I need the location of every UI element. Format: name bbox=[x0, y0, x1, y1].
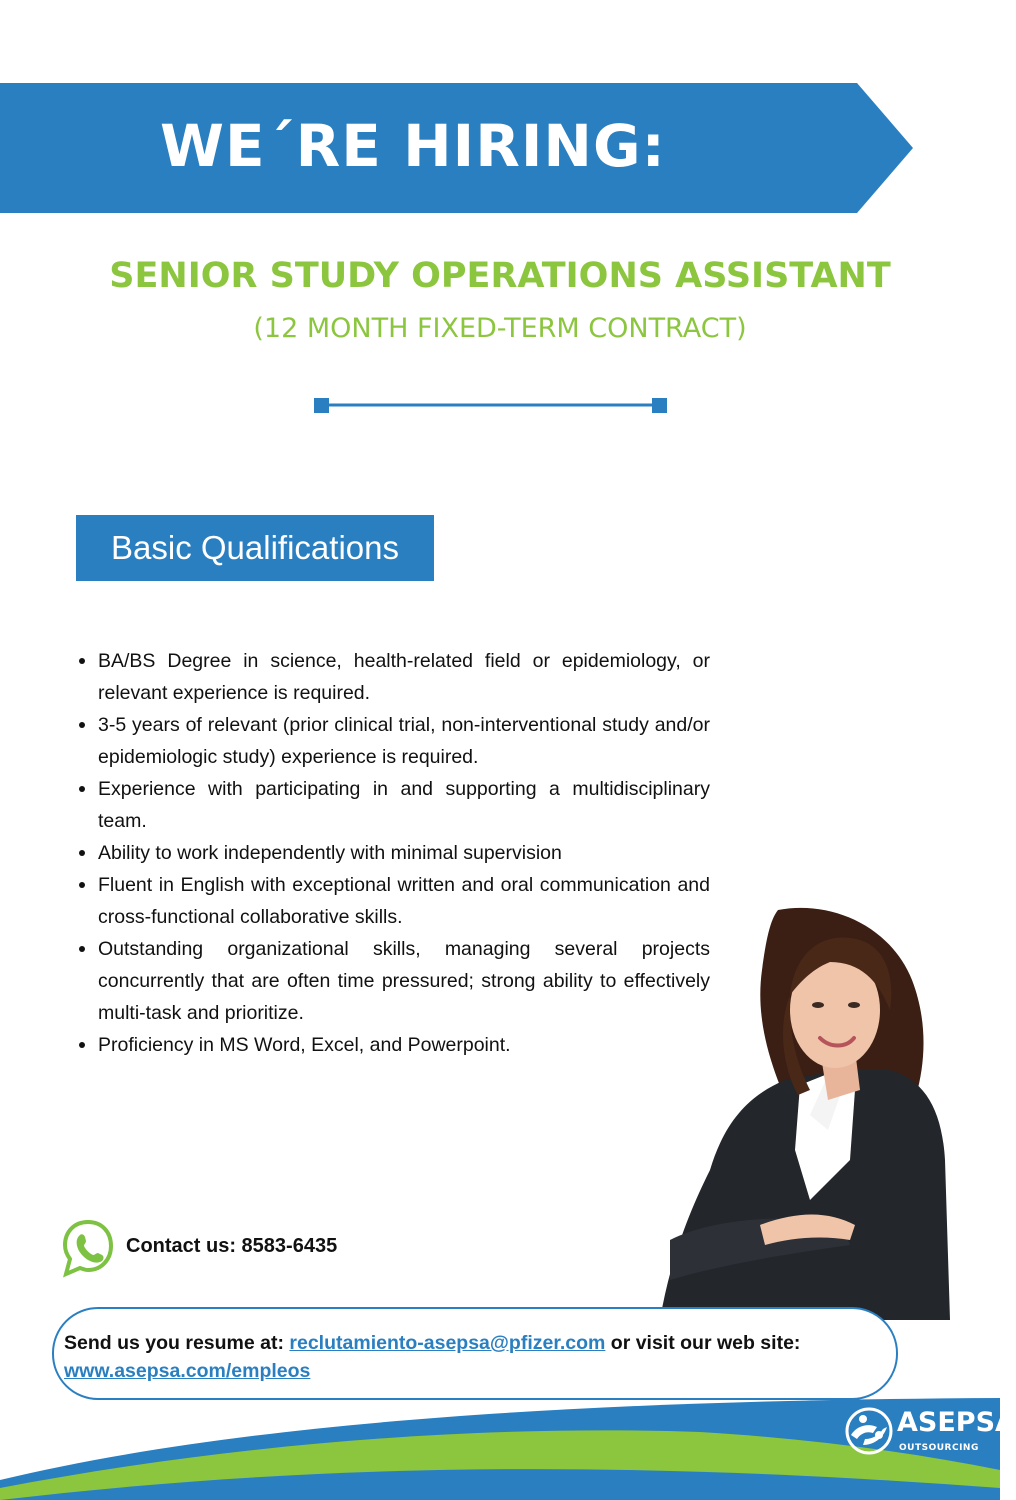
list-item: Experience with participating in and supporting a multidisciplinary team. bbox=[76, 773, 710, 837]
logo-name: ASEPSA bbox=[897, 1407, 1016, 1438]
whatsapp-icon bbox=[62, 1219, 114, 1277]
qualifications-list bbox=[76, 645, 710, 1061]
section-heading-qualifications: Basic Qualifications bbox=[76, 515, 434, 581]
job-subtitle: (12 MONTH FIXED-TERM CONTRACT) bbox=[253, 313, 747, 344]
list-item: Outstanding organizational skills, managing several projects concurrently that are often time pressured; strong ability to effectively multi-task and prioritize. bbox=[76, 933, 710, 1029]
resume-info-box bbox=[52, 1307, 898, 1400]
logo-tagline: OUTSOURCING bbox=[899, 1443, 979, 1453]
divider bbox=[312, 396, 672, 416]
list-item: BA/BS Degree in science, health-related field or epidemiology, or relevant experience is required. bbox=[76, 645, 710, 709]
resume-middle-text: or visit our web site: bbox=[610, 1332, 801, 1354]
resume-prefix: Send us you resume at: bbox=[64, 1332, 284, 1354]
list-item: Ability to work independently with minimal supervision bbox=[76, 837, 710, 869]
job-title: SENIOR STUDY OPERATIONS ASSISTANT bbox=[109, 256, 891, 296]
hiring-title: WE´RE HIRING: bbox=[160, 112, 666, 180]
website-link[interactable]: www.asepsa.com/empleos bbox=[64, 1360, 311, 1382]
businesswoman-photo bbox=[650, 900, 960, 1320]
list-item: Fluent in English with exceptional written and oral communication and cross-functional collaborative skills. bbox=[76, 869, 710, 933]
contact-phone: Contact us: 8583-6435 bbox=[126, 1235, 338, 1257]
globe-people-icon bbox=[843, 1405, 895, 1457]
list-item: 3-5 years of relevant (prior clinical trial, non-interventional study and/or epidemiologic study) experience is required. bbox=[76, 709, 710, 773]
resume-email-link[interactable]: reclutamiento-asepsa@pfizer.com bbox=[289, 1332, 606, 1354]
list-item: Proficiency in MS Word, Excel, and Powerpoint. bbox=[76, 1029, 710, 1061]
